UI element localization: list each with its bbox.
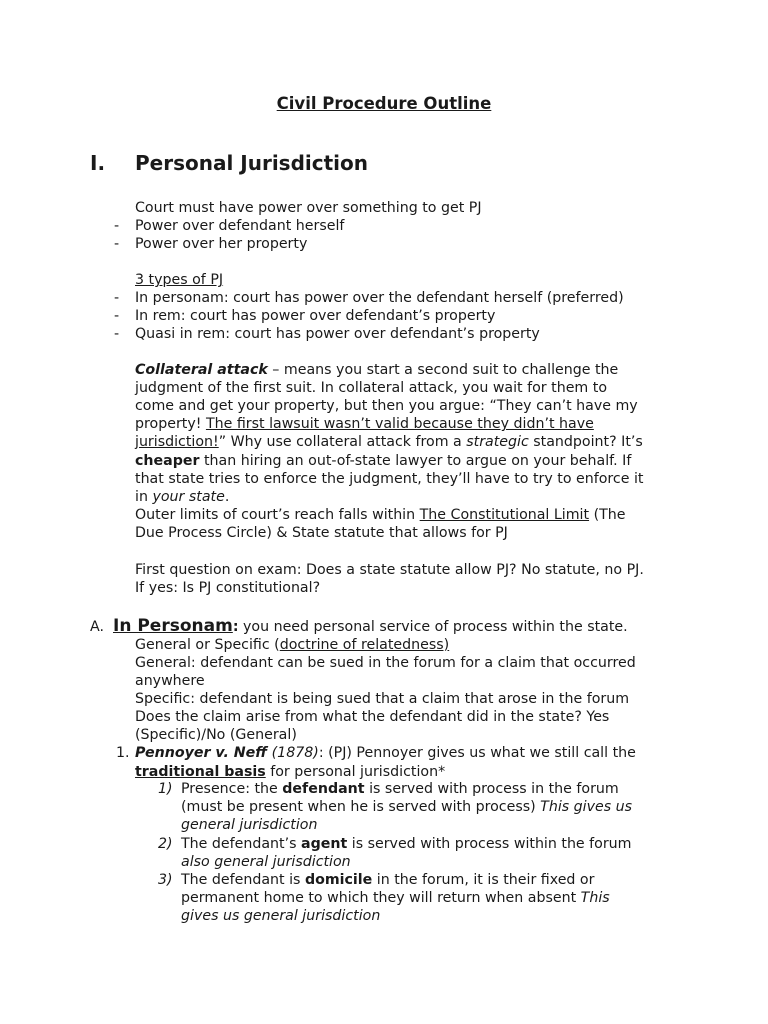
bullet-dash: - xyxy=(114,218,120,234)
section-a-line: Specific: defendant is being sued that a claim that arose in the forum xyxy=(135,691,630,707)
section-a-text: you need personal service of process within the state. xyxy=(238,619,628,635)
collateral-line: Due Process Circle) & State statute that allows for PJ xyxy=(135,525,508,541)
collateral-term: Collateral attack xyxy=(135,362,268,378)
bullet-dash: - xyxy=(114,326,120,342)
section-a-line xyxy=(135,636,449,654)
item-line xyxy=(181,780,619,798)
section-a-line: Does the claim arise from what the defendant did in the state? Yes xyxy=(135,709,610,725)
intro-line: Court must have power over something to get PJ xyxy=(135,200,482,216)
collateral-underlined: jurisdiction! xyxy=(135,434,219,450)
item-text: (must be present when he is served with process) xyxy=(181,799,541,815)
item-line xyxy=(181,871,594,889)
item-bold: agent xyxy=(301,836,348,852)
collateral-line: that state tries to enforce the judgment, they’ll have to try to enforce it xyxy=(135,471,644,487)
collateral-text: . xyxy=(224,489,230,505)
item-line xyxy=(181,889,610,907)
exam-line: First question on exam: Does a state statute allow PJ? No statute, no PJ. xyxy=(135,562,644,578)
collateral-line: judgment of the first suit. In collateral attack, you wait for them to xyxy=(135,380,608,396)
intro-bullet: Power over defendant herself xyxy=(135,218,345,234)
item-line: gives us general jurisdiction xyxy=(181,908,381,924)
case-text: for personal jurisdiction* xyxy=(265,764,446,780)
item-italic: This gives us xyxy=(540,799,633,815)
collateral-underlined: The Constitutional Limit xyxy=(419,507,590,523)
case-line xyxy=(135,763,445,781)
section-a-line: (Specific)/No (General) xyxy=(135,727,297,743)
case-name: Pennoyer v. Neff xyxy=(135,745,268,761)
collateral-text: property! xyxy=(135,416,206,432)
item-text: in the forum, it is their fixed or xyxy=(372,872,595,888)
section-a-heading xyxy=(90,616,628,637)
collateral-text: (The xyxy=(589,507,626,523)
item-italic: This xyxy=(580,890,610,906)
collateral-text: standpoint? It’s xyxy=(528,434,643,450)
bullet-dash: - xyxy=(114,308,120,324)
types-bullet: In rem: court has power over defendant’s property xyxy=(135,308,496,324)
collateral-text: ” Why use collateral attack from a xyxy=(218,434,467,450)
types-bullet: Quasi in rem: court has power over defendant’s property xyxy=(135,326,540,342)
intro-bullet: Power over her property xyxy=(135,236,308,252)
bullet-dash: - xyxy=(114,290,120,306)
item-text: The defendant is xyxy=(181,872,305,888)
collateral-underlined: The first lawsuit wasn’t valid because they didn’t have xyxy=(205,416,594,432)
case-text: : (PJ) Pennoyer gives us what we still call the xyxy=(318,745,636,761)
case-line xyxy=(135,744,636,762)
section-a-underlined: doctrine of relatedness) xyxy=(279,637,450,653)
document-title: Civil Procedure Outline xyxy=(276,94,492,113)
collateral-line xyxy=(135,488,229,506)
types-heading: 3 types of PJ xyxy=(135,272,224,288)
section-a-colon: : xyxy=(232,619,239,635)
section-a-label: A. xyxy=(90,619,104,635)
collateral-line xyxy=(135,506,626,524)
case-number: 1. xyxy=(116,745,130,761)
item-number: 2) xyxy=(158,836,173,852)
item-line xyxy=(181,798,632,816)
bullet-dash: - xyxy=(114,236,120,252)
section-a-line: General: defendant can be sued in the forum for a claim that occurred xyxy=(135,655,636,671)
collateral-bold: cheaper xyxy=(135,453,200,469)
collateral-line: come and get your property, but then you argue: “They can’t have my xyxy=(135,398,638,414)
section-heading: Personal Jurisdiction xyxy=(135,151,369,175)
item-text: is served with process in the forum xyxy=(364,781,619,797)
section-a-title: In Personam xyxy=(113,616,233,636)
item-bold: domicile xyxy=(304,872,373,888)
types-bullet: In personam: court has power over the defendant herself (preferred) xyxy=(135,290,624,306)
collateral-text: in xyxy=(135,489,153,505)
collateral-line xyxy=(135,452,631,470)
exam-line: If yes: Is PJ constitutional? xyxy=(135,580,321,596)
case-bold-underlined: traditional basis xyxy=(135,764,266,780)
item-text: is served with process within the forum xyxy=(347,836,632,852)
collateral-line xyxy=(135,433,643,451)
item-text: Presence: the xyxy=(181,781,283,797)
collateral-italic: strategic xyxy=(466,434,529,450)
item-bold: defendant xyxy=(282,781,365,797)
item-number: 1) xyxy=(158,781,173,797)
item-text: permanent home to which they will return when absent xyxy=(181,890,581,906)
item-line xyxy=(181,835,632,853)
case-year: (1878) xyxy=(267,745,319,761)
item-number: 3) xyxy=(158,872,173,888)
collateral-italic: your state xyxy=(152,489,225,505)
item-line: general jurisdiction xyxy=(181,817,318,833)
item-line: also general jurisdiction xyxy=(181,854,351,870)
collateral-text: Outer limits of court’s reach falls within xyxy=(135,507,420,523)
collateral-text: than hiring an out-of-state lawyer to argue on your behalf. If xyxy=(199,453,632,469)
section-a-text: General or Specific ( xyxy=(135,637,280,653)
item-text: The defendant’s xyxy=(181,836,302,852)
collateral-text: – means you start a second suit to challenge the xyxy=(267,362,619,378)
section-a-line: anywhere xyxy=(135,673,205,689)
collateral-line xyxy=(135,415,594,433)
collateral-line xyxy=(135,361,618,379)
section-number: I. xyxy=(90,151,106,175)
